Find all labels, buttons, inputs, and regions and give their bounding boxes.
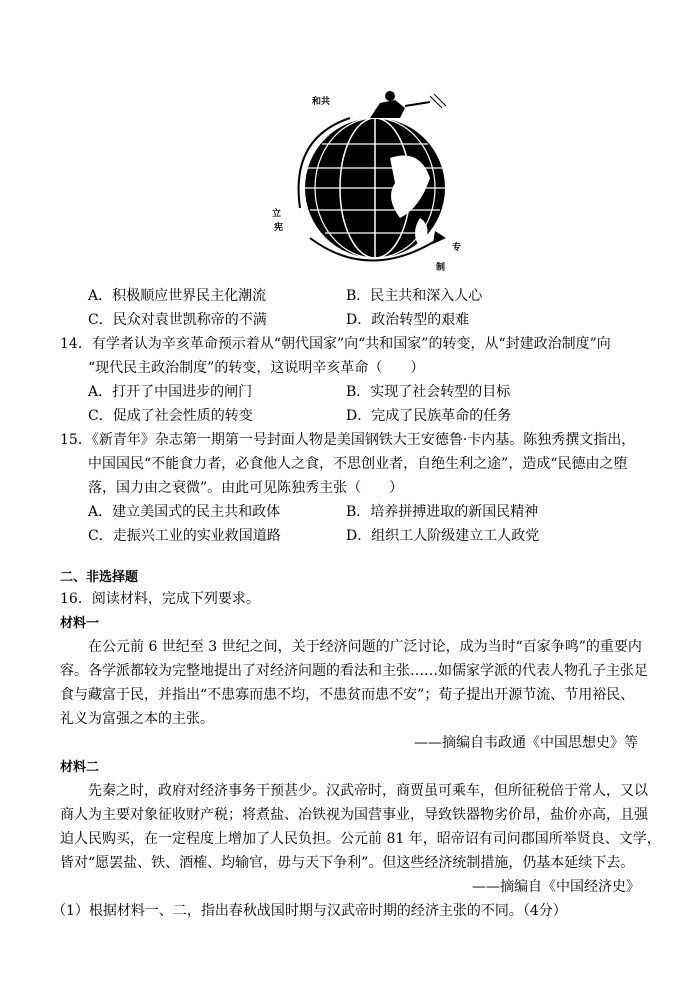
- q13-option-a: A．积极顺应世界民主化潮流: [88, 288, 267, 304]
- q14-stem-line1: 14．有学者认为辛亥革命预示着从“朝代国家”向“共和国家”的转变，从“封建政治制度”向: [60, 336, 611, 352]
- q13-option-d: D．政治转型的艰难: [346, 312, 470, 328]
- q13-option-c: C．民众对袁世凯称帝的不满: [88, 312, 267, 328]
- figure-label-right-1: 专: [452, 243, 462, 253]
- material-1-line3: 食与藏富于民，并指出“不患寡而患不均，不患贫而患不安”；荀子提出开源节流、节用裕民、: [60, 687, 635, 703]
- q15-stem-line3: 落，国力由之衰微”。由此可见陈独秀主张（ ）: [88, 480, 404, 496]
- material-1-title: 材料一: [60, 616, 100, 631]
- material-2-title: 材料二: [60, 760, 100, 775]
- material-2-source: ——摘编自《中国经济史》: [472, 879, 640, 895]
- q14-option-a: A．打开了中国进步的闸门: [88, 384, 253, 400]
- figure-label-right-2: 制: [436, 263, 446, 273]
- material-1-line1: 在公元前 6 世纪至 3 世纪之间，关于经济问题的广泛讨论，成为当时“百家争鸣”的重要内: [88, 639, 642, 655]
- q14-option-b: B．实现了社会转型的目标: [346, 384, 511, 400]
- material-2-line4: 皆对“愿罢盐、铁、酒榷、均输官，毋与天下争利”。但这些经济统制措施，仍基本延续下去。: [60, 855, 635, 871]
- sub-question-1: （1）根据材料一、二，指出春秋战国时期与汉武帝时期的经济主张的不同。（4分）: [52, 903, 567, 919]
- figure-label-left-1: 立: [272, 209, 282, 219]
- q15-stem-line2: 中国国民“不能食力者，必食他人之食，不思创业者，自绝生利之途”，造成“民德由之堕: [88, 456, 628, 472]
- q15-option-a: A．建立美国式的民主共和政体: [88, 504, 281, 520]
- figure-label-top: 和共: [312, 97, 331, 107]
- q15-option-d: D．组织工人阶级建立工人政党: [346, 528, 540, 544]
- q15-option-b: B．培养拼搏进取的新国民精神: [346, 504, 539, 520]
- q15-option-c: C．走振兴工业的实业救国道路: [88, 528, 281, 544]
- q15-stem-line1: 15．《新青年》杂志第一期第一号封面人物是美国钢铁大王安德鲁·卡内基。陈独秀撰文指出，: [60, 432, 636, 448]
- material-1-source: ——摘编自韦政通《中国思想史》等: [414, 735, 638, 751]
- q13-option-b: B．民主共和深入人心: [346, 288, 483, 304]
- q14-option-c: C．促成了社会性质的转变: [88, 408, 253, 424]
- section-heading: 二、非选择题: [60, 570, 139, 585]
- material-1-line2: 容。各学派都较为完整地提出了对经济问题的看法和主张……如儒家学派的代表人物孔子主张足: [60, 663, 648, 679]
- q14-stem-line2: “现代民主政治制度”的转变，这说明辛亥革命（ ）: [88, 360, 425, 376]
- figure-label-left-2: 宪: [274, 223, 284, 233]
- globe-cartoon-figure: [270, 88, 470, 278]
- globe-illustration: [270, 88, 470, 278]
- material-2-line2: 商人为主要对象征收财产税；将煮盐、冶铁视为国营事业，导致铁器物劣价昂，盐价亦高，且强: [60, 807, 648, 823]
- q14-option-d: D．完成了民族革命的任务: [346, 408, 512, 424]
- material-2-line3: 迫人民购买，在一定程度上增加了人民负担。公元前 81 年，昭帝诏有司问郡国所举贤良、文学，: [60, 831, 661, 847]
- material-2-line1: 先秦之时，政府对经济事务干预甚少。汉武帝时，商贾虽可乘车，但所征税倍于常人，又以: [88, 783, 648, 799]
- q16-stem: 16．阅读材料，完成下列要求。: [60, 591, 260, 607]
- material-1-line4: 礼义为富强之本的主张。: [60, 711, 214, 727]
